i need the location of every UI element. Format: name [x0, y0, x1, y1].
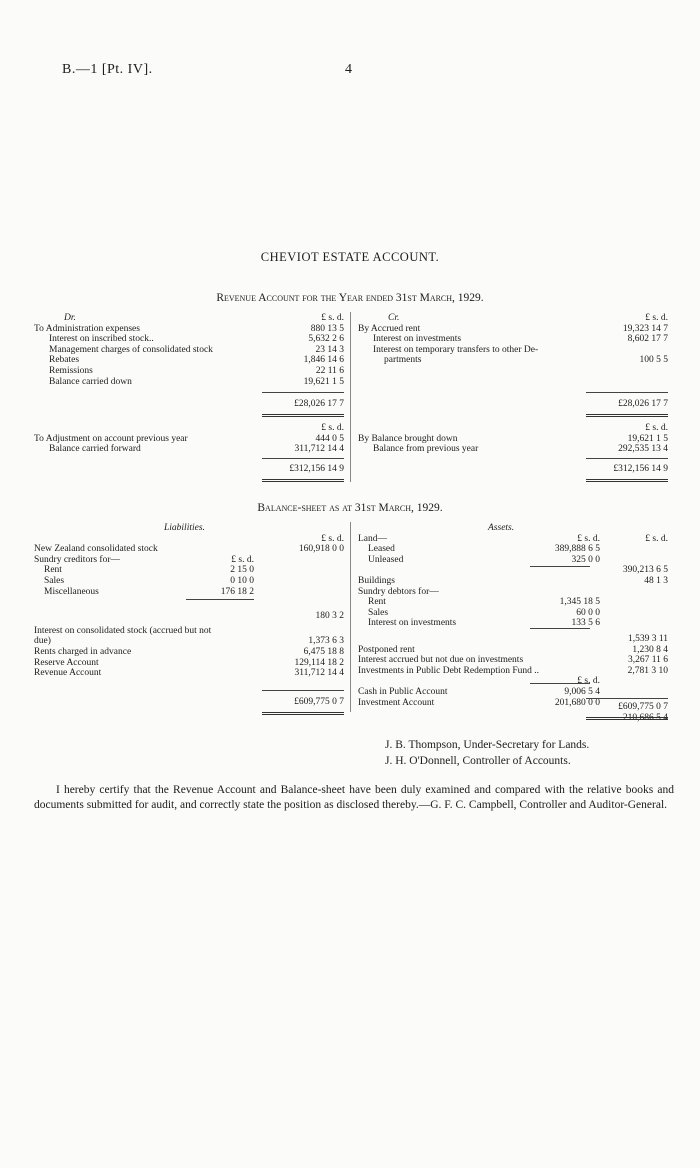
cr1-total: £28,026 17 7: [618, 399, 668, 409]
revenue-row: [358, 444, 668, 455]
row-amount: 160,918 0 0: [298, 544, 344, 555]
balance-sheet-title: Balance-sheet as at 31st March, 1929.: [257, 502, 443, 514]
liabilities-block: [34, 523, 344, 679]
asset-row: [358, 534, 668, 545]
row-label: Interest on consolidated stock (accrued but not: [34, 625, 212, 636]
row-label: Rebates: [49, 355, 80, 366]
lsd-header: £ s. d.: [321, 533, 344, 544]
assets-total: £609,775 0 7: [618, 702, 668, 712]
revenue-row: [34, 444, 344, 455]
row-amount: 100 5 5: [639, 355, 668, 366]
balance-divider: [350, 522, 351, 712]
row-inner-amount: 201,680 0 0: [554, 697, 600, 708]
row-amount: 1,230 8 4: [632, 644, 668, 655]
row-label: Balance carried forward: [49, 444, 141, 455]
liabilities-total: £609,775 0 7: [294, 697, 344, 707]
dr-label: Dr.: [64, 313, 76, 323]
liability-row: [34, 587, 344, 598]
row-amount: 444 0 5: [315, 433, 344, 444]
liability-row: [34, 647, 344, 658]
row-label: Remissions: [49, 365, 93, 376]
row-amount: 390,213 6 5: [622, 565, 668, 576]
liability-row: [34, 636, 344, 647]
total-double-rule: [262, 479, 344, 482]
row-label: New Zealand consolidated stock: [34, 544, 158, 555]
asset-row: [358, 576, 668, 587]
row-label: Sales: [368, 607, 389, 618]
row-amount: 8,602 17 7: [627, 334, 668, 345]
asset-row: [358, 587, 668, 598]
assets-heading: Assets.: [488, 523, 515, 533]
total-double-rule: [586, 717, 668, 720]
row-amount: 880 13 5: [310, 323, 344, 334]
total-rule: [262, 392, 344, 393]
revenue-divider: [350, 312, 351, 482]
row-label: Balance carried down: [49, 376, 132, 387]
revenue-row: [34, 345, 344, 356]
signature-controller: J. H. O'Donnell, Controller of Accounts.: [385, 755, 571, 767]
asset-row: [358, 676, 668, 687]
lsd-inner-header: £ s. d.: [577, 676, 600, 687]
row-amount: 292,535 13 4: [618, 444, 668, 455]
row-label: Interest accrued but not due on investments: [358, 655, 524, 666]
asset-row: [358, 544, 668, 555]
audit-certificate: I hereby certify that the Revenue Account and Balance-sheet have been duly examined and compared with the relative books and documents submitted for audit, and correctly state the position as disclosed thereby.—G. F. C. Campbell, Controller and Auditor-General.: [34, 784, 674, 811]
row-label: Rent: [44, 565, 62, 576]
total-double-rule: [586, 479, 668, 482]
row-label: Rent: [368, 597, 386, 608]
asset-row: [358, 655, 668, 666]
row-amount: 1,846 14 6: [303, 355, 344, 366]
row-inner-amount: 60 0 0: [576, 607, 600, 618]
row-inner-amount: 325 0 0: [571, 554, 600, 565]
lsd-outer-header: £ s. d.: [645, 533, 668, 544]
row-label: Rents charged in advance: [34, 646, 132, 657]
row-label: Cash in Public Account: [358, 686, 448, 697]
row-label: Investments in Public Debt Redemption Fund ..: [358, 665, 540, 676]
sub-lsd-header: £ s. d.: [231, 554, 254, 565]
asset-row: [358, 666, 668, 677]
asset-row: [358, 565, 668, 576]
total-double-rule: [586, 414, 668, 417]
revenue-row: [358, 434, 668, 445]
subtotal-rule: [530, 566, 590, 567]
lsd-header: £ s. d.: [321, 423, 344, 433]
asset-row: [358, 687, 668, 698]
liability-row: [34, 555, 344, 566]
lsd-inner-header: £ s. d.: [577, 533, 600, 544]
row-amount: 5,632 2 6: [308, 334, 344, 345]
cr2-total: £312,156 14 9: [613, 464, 668, 474]
row-inner-amount: 9,006 5 4: [564, 686, 600, 697]
row-label: To Administration expenses: [34, 323, 140, 334]
lsd-header: £ s. d.: [645, 313, 668, 323]
dr2-total: £312,156 14 9: [289, 464, 344, 474]
row-label: partments: [384, 355, 422, 366]
total-double-rule: [262, 414, 344, 417]
row-amount: 2,781 3 10: [627, 665, 668, 676]
revenue-row: [34, 434, 344, 445]
row-label: Reserve Account: [34, 657, 99, 668]
row-label: Interest on investments: [368, 618, 457, 629]
row-label: By Balance brought down: [358, 433, 458, 444]
row-amount: 48 1 3: [644, 575, 668, 586]
asset-row: [358, 608, 668, 619]
row-inner-amount: 1,345 18 5: [559, 597, 600, 608]
row-amount: 311,712 14 4: [294, 444, 344, 455]
revenue-row: [358, 324, 668, 335]
total-rule: [262, 458, 344, 459]
subtotal-rule: [530, 628, 590, 629]
liability-row: [34, 576, 344, 587]
row-inner-amount: 133 5 6: [571, 618, 600, 629]
total-double-rule: [262, 712, 344, 715]
row-label: Balance from previous year: [373, 444, 479, 455]
row-label: Interest on investments: [373, 334, 462, 345]
row-label: Land—: [358, 533, 388, 544]
revenue-row: [34, 377, 344, 388]
revenue-row: [358, 355, 668, 366]
row-label: Sundry debtors for—: [358, 586, 439, 597]
row-amount: 311,712 14 4: [294, 668, 344, 679]
total-rule: [586, 458, 668, 459]
revenue-row: [34, 334, 344, 345]
revenue-dr-block-2: [34, 423, 344, 455]
revenue-subtitle: Revenue Account for the Year ended 31st March, 1929.: [216, 292, 484, 304]
liability-row: [34, 626, 344, 637]
asset-row: [358, 645, 668, 656]
asset-row: [358, 555, 668, 566]
asset-row: [358, 618, 668, 629]
liabilities-heading: Liabilities.: [164, 523, 205, 533]
row-amount: 19,621 1 5: [303, 376, 344, 387]
row-label: Sundry creditors for—: [34, 554, 121, 565]
subtotal-rule: [186, 599, 254, 600]
revenue-row: [358, 345, 668, 356]
revenue-dr-block-1: [34, 313, 344, 387]
row-sub-amount: 0 10 0: [230, 575, 254, 586]
lsd-header: £ s. d.: [645, 423, 668, 433]
total-rule: [262, 690, 344, 691]
liability-row: [34, 565, 344, 576]
revenue-row: [34, 366, 344, 377]
document-reference: B.—1 [Pt. IV].: [62, 62, 153, 77]
row-label: Revenue Account: [34, 668, 102, 679]
liability-row: [34, 611, 344, 622]
row-label: Postponed rent: [358, 644, 415, 655]
assets-block: [358, 523, 668, 724]
subtotal-rule: [530, 683, 590, 684]
revenue-row: [34, 355, 344, 366]
asset-row: [358, 634, 668, 645]
account-title: CHEVIOT ESTATE ACCOUNT.: [260, 250, 440, 264]
row-amount: 129,114 18 2: [294, 657, 344, 668]
row-sub-amount: 2 15 0: [230, 565, 254, 576]
row-label: By Accrued rent: [358, 323, 421, 334]
cr-label: Cr.: [388, 313, 400, 323]
row-label: Unleased: [368, 554, 404, 565]
revenue-row: [34, 324, 344, 335]
lsd-header: £ s. d.: [321, 313, 344, 323]
total-rule: [586, 698, 668, 699]
liability-row: [34, 544, 344, 555]
liability-row: [34, 668, 344, 679]
row-label: Miscellaneous: [44, 586, 99, 597]
row-amount: 3,267 11 6: [627, 655, 668, 666]
row-amount: 180 3 2: [315, 611, 344, 622]
row-label: Leased: [368, 544, 395, 555]
page-number: 4: [345, 62, 352, 77]
row-amount: 23 14 3: [315, 344, 344, 355]
row-sub-amount: 176 18 2: [220, 586, 254, 597]
row-amount: 6,475 18 8: [303, 646, 344, 657]
row-amount: 210,686 5 4: [622, 713, 668, 724]
revenue-row: [358, 334, 668, 345]
row-label: Investment Account: [358, 697, 435, 708]
row-label: Interest on inscribed stock..: [49, 334, 154, 345]
dr1-total: £28,026 17 7: [294, 399, 344, 409]
liability-row: [34, 658, 344, 669]
row-amount: 19,621 1 5: [627, 433, 668, 444]
total-rule: [586, 392, 668, 393]
asset-row: [358, 597, 668, 608]
revenue-cr-block-1: [358, 313, 668, 366]
row-label: Interest on temporary transfers to other De-: [373, 344, 539, 355]
revenue-cr-block-2: [358, 423, 668, 455]
row-amount: 1,373 6 3: [308, 636, 344, 647]
row-inner-amount: 389,888 6 5: [554, 544, 600, 555]
row-label: Management charges of consolidated stock: [49, 344, 213, 355]
signature-under-secretary: J. B. Thompson, Under-Secretary for Lands.: [385, 739, 590, 751]
row-label: due): [34, 636, 51, 647]
row-label: Sales: [44, 575, 65, 586]
row-amount: 22 11 6: [315, 365, 344, 376]
row-amount: 19,323 14 7: [622, 323, 668, 334]
row-label: Buildings: [358, 575, 395, 586]
row-amount: 1,539 3 11: [627, 633, 668, 644]
row-label: To Adjustment on account previous year: [34, 433, 188, 444]
